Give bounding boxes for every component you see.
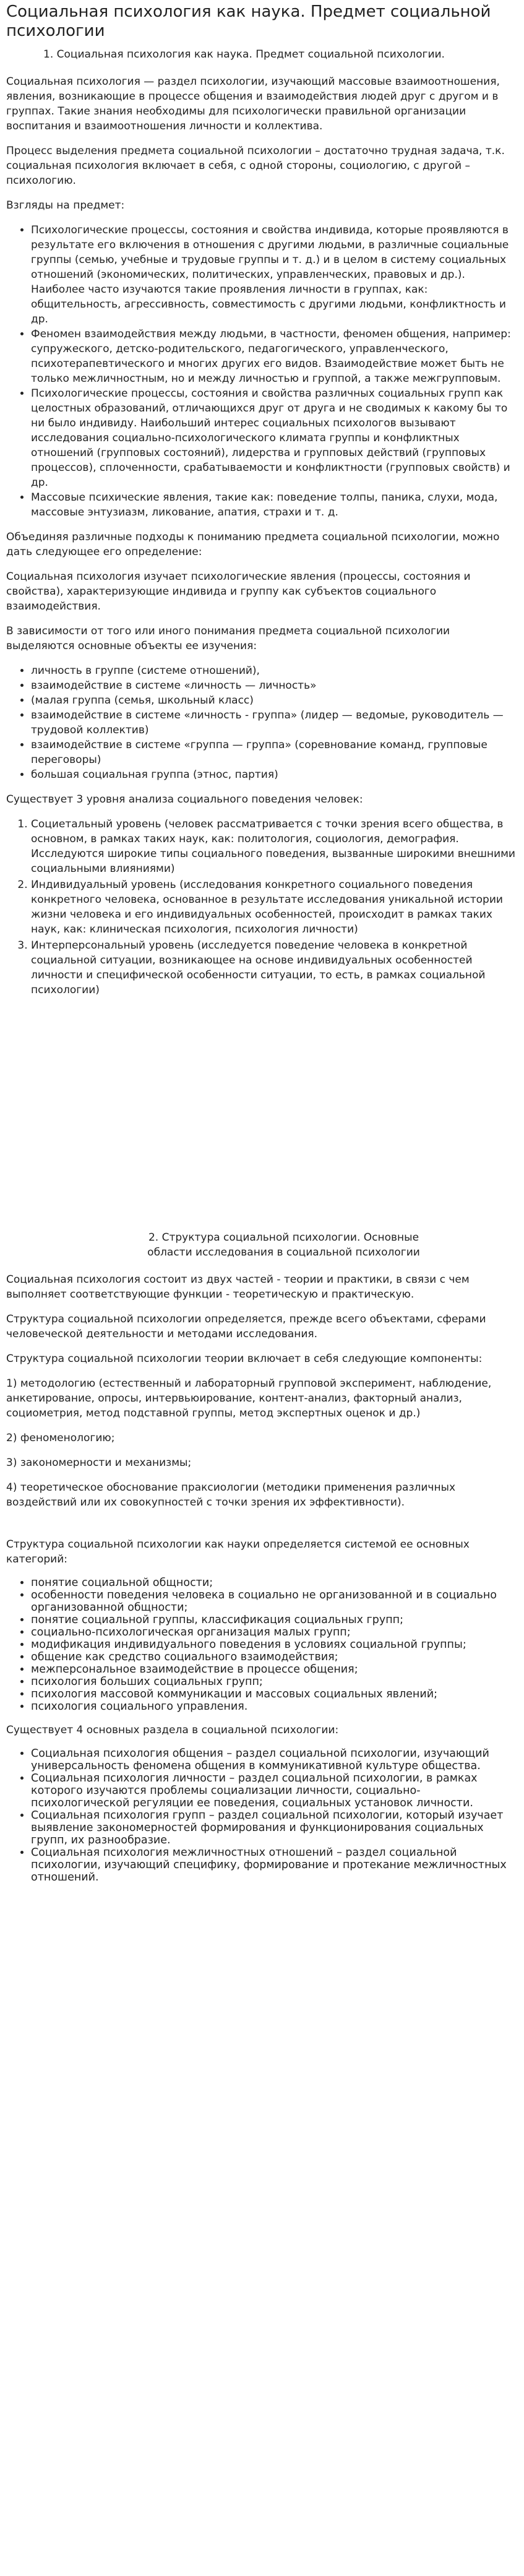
list-item: • взаимодействие в системе «группа — группа» (соревнование команд, групповые переговоры) <box>31 738 518 767</box>
process-paragraph: Процесс выделения предмета социальной психологии – достаточно трудная задача, т.к. социальная психология включает в себя, с одной стороны, социологию, с другой – психологию. <box>6 145 505 187</box>
list-item: • большая социальная группа (этнос, партия) <box>31 767 518 782</box>
list-item: • Социальная психология личности – раздел социальной психологии, в рамках которого изучаются проблемы социализации личности, социально-психологической регуляции ее поведения, социальных установок личности. <box>31 1772 518 1809</box>
parts-paragraph: Социальная психология состоит из двух частей - теории и практики, в связи с чем выполняет соответствующие функции - теоретическую и практическую. <box>6 1273 470 1301</box>
levels-intro: Существует 3 уровня анализа социального поведения человек: <box>6 793 363 806</box>
component-1: 1) методологию (естественный и лабораторный групповой эксперимент, наблюдение, анкетирование, опросы, интервьюирование, контент-анализ, факторный анализ, социометрия, метод подставной группы, метод экспертных оценок и др.) <box>6 1377 492 1419</box>
list-item: • Массовые психические явления, такие как: поведение толпы, паника, слухи, мода, массовые энтузиазм, ликование, апатия, страхи и т. д. <box>31 490 518 520</box>
list-item: • межперсональное взаимодействие в процессе общения; <box>31 1663 518 1676</box>
list-item: • понятие социальной общности; <box>31 1577 518 1589</box>
views-list <box>6 223 518 520</box>
list-item: • Социальная психология общения – раздел социальной психологии, изучающий универсальность феномена общения в коммуникативной культуре общества. <box>31 1747 518 1772</box>
blank-space <box>6 1520 518 1537</box>
list-item: • понятие социальной группы, классификация социальных групп; <box>31 1614 518 1626</box>
sections-intro: Существует 4 основных раздела в социальной психологии: <box>6 1724 339 1736</box>
list-item: • психология массовой коммуникации и массовых социальных явлений; <box>31 1688 518 1700</box>
list-item: 1. Социетальный уровень (человек рассматривается с точки зрения всего общества, в основном, в рамках таких наук, как: политология, социология, демография. Исследуются широкие типы социального поведения, вызванные широкими внешними социальными влияниями) <box>31 817 518 876</box>
categories-list <box>6 1577 518 1713</box>
list-item: • личность в группе (системе отношений), <box>31 663 518 678</box>
intro-paragraph: Социальная психология — раздел психологии, изучающий массовые взаимоотношения, явления, возникающие в процессе общения и взаимодействия людей друг с другом и в группах. Такие знания необходимы для психологически правильной организации воспитания и взаимоотношения личности и коллектива. <box>6 75 500 132</box>
document <box>0 2 524 1884</box>
list-item: • психология социального управления. <box>31 1700 518 1713</box>
blank-space <box>6 1007 518 1230</box>
objects-list <box>6 663 518 782</box>
section1-heading: 1. Социальная психология как наука. Предмет социальной психологии. <box>43 48 445 61</box>
section2-heading: 2. Структура социальной психологии. Основные области исследования в социальной психологии <box>147 1231 420 1259</box>
definition-paragraph: Социальная психология изучает психологические явления (процессы, состояния и свойства), характеризующие индивида и группу как субъектов социального взаимодействия. <box>6 571 471 613</box>
list-item: • Социальная психология межличностных отношений – раздел социальной психологии, изучающий специфику, формирование и протекание межличностных отношений. <box>31 1846 518 1884</box>
list-item: • психология больших социальных групп; <box>31 1676 518 1688</box>
list-item: • социально-психологическая организация малых групп; <box>31 1626 518 1639</box>
list-item: • взаимодействие в системе «личность - группа» (лидер — ведомые, руководитель — трудовой коллектив) <box>31 708 518 738</box>
theory-intro: Структура социальной психологии теории включает в себя следующие компоненты: <box>6 1353 483 1365</box>
science-intro: Структура социальной психологии как науки определяется системой ее основных категорий: <box>6 1538 470 1566</box>
page-title: Социальная психология как наука. Предмет социальной психологии <box>6 2 491 40</box>
sections-list <box>6 1747 518 1884</box>
list-item: 2. Индивидуальный уровень (исследования конкретного социального поведения конкретного человека, основанное в результате исследования уникальной истории жизни человека и его индивидуальных особенностей, происходит в рамках таких наук, как: клиническая психология, психология личности) <box>31 877 518 937</box>
list-item: • Социальная психология групп – раздел социальной психологии, который изучает выявление закономерностей формирования и функционирования социальных групп, их разнообразие. <box>31 1809 518 1846</box>
list-item: • особенности поведения человека в социально не организованной и в социально организованной общности; <box>31 1589 518 1614</box>
list-item: • модификация индивидуального поведения в условиях социальной группы; <box>31 1639 518 1651</box>
list-item: • Феномен взаимодействия между людьми, в частности, феномен общения, например: супружеского, детско-родительского, педагогического, управленческого, психотерапевтического и многих других его видов. Взаимодействие может быть не только межличностным, но и между личностью и группой, а также межгрупповым. <box>31 327 518 386</box>
list-item: • Психологические процессы, состояния и свойства индивида, которые проявляются в результате его включения в отношения с другими людьми, в различные социальные группы (семью, учебные и трудовые группы и т. д.) и в целом в систему социальных отношений (экономических, политических, управленческих, правовых и др.). Наиболее часто изучаются такие проявления личности в группах, как: общительность, агрессивность, совместимость с другими людьми, конфликтность и др. <box>31 223 518 327</box>
list-item: • общение как средство социального взаимодействия; <box>31 1651 518 1663</box>
component-3: 3) закономерности и механизмы; <box>6 1457 192 1469</box>
levels-list <box>6 817 518 997</box>
list-item: • Психологические процессы, состояния и свойства различных социальных групп как целостных образований, отличающихся друг от друга и не сводимых к какому бы то ни было индивиду. Наибольший интерес социальных психологов вызывают исследования социально-психологического климата группы и конфликтных отношений (групповых состояний), лидерства и групповых действий (групповых процессов), сплоченности, срабатываемости и конфликтности (групповых свойств) и др. <box>31 386 518 490</box>
combined-paragraph: Объединяя различные подходы к пониманию предмета социальной психологии, можно дать следующее его определение: <box>6 531 500 558</box>
structure-paragraph: Структура социальной психологии определяется, прежде всего объектами, сферами человеческой деятельности и методами исследования. <box>6 1313 486 1340</box>
views-label: Взгляды на предмет: <box>6 199 125 212</box>
list-item: • взаимодействие в системе «личность — личность» <box>31 678 518 693</box>
list-item: 3. Интерперсональный уровень (исследуется поведение человека в конкретной социальной ситуации, возникающее на основе индивидуальных особенностей личности и специфической особенности ситуации, то есть, в рамках социальной психологии) <box>31 938 518 997</box>
component-4: 4) теоретическое обоснование праксиологии (методики применения различных воздействий или их совокупностей с точки зрения их эффективности). <box>6 1481 456 1509</box>
component-2: 2) феноменологию; <box>6 1432 115 1444</box>
list-item: • (малая группа (семья, школьный класс) <box>31 693 518 708</box>
objects-intro: В зависимости от того или иного понимания предмета социальной психологии выделяются основные объекты ее изучения: <box>6 625 450 652</box>
